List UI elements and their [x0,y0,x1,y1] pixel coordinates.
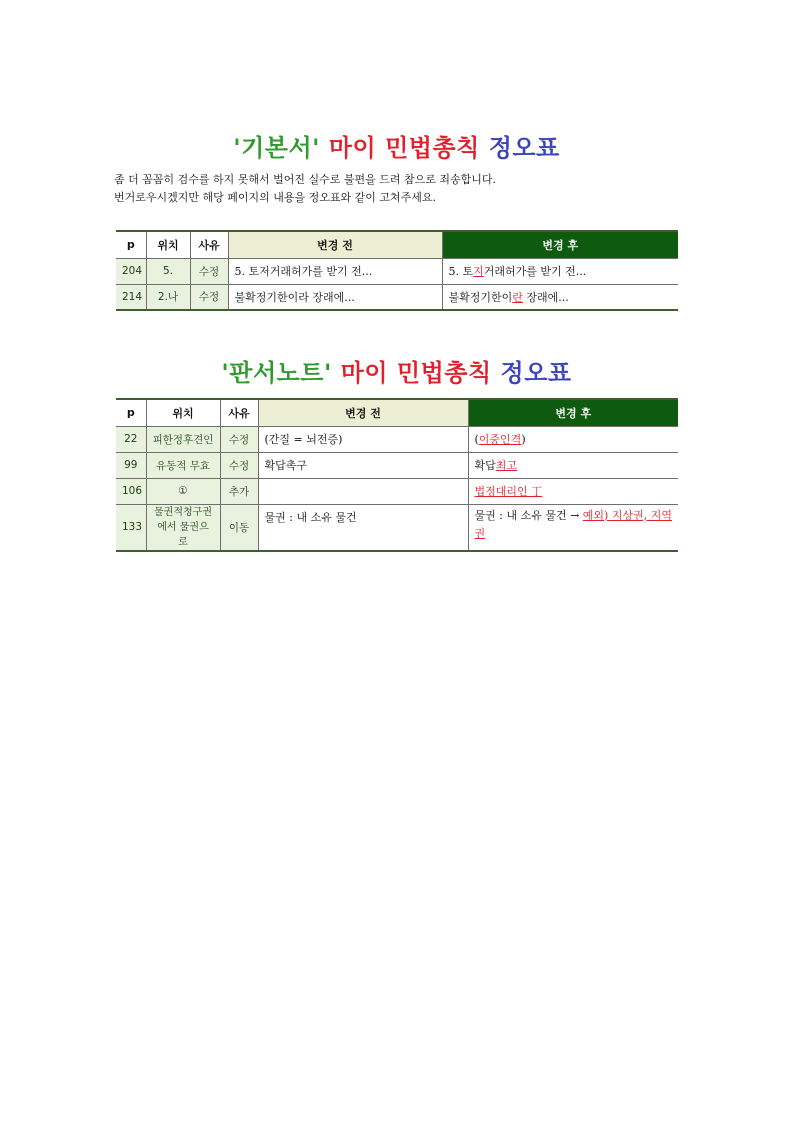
cell-page: 99 [116,452,146,478]
apology-line: 좀 더 꼼꼼히 검수를 하지 못해서 벌어진 실수로 불편을 드려 참으로 죄송합니다. [114,173,496,186]
after-text: 확답 [474,459,496,472]
cell-location: 피한정후견인 [146,426,220,452]
header-page: p [116,231,146,258]
header-location: 위치 [146,231,190,258]
after-text: 불확정기한이 [448,290,513,304]
cell-reason: 이동 [220,504,258,551]
table-header-row [116,399,678,426]
after-text: ( [474,433,479,446]
title-book-name: '판서노트' [221,359,332,387]
correction-text: 법정대리인 丁 [474,485,543,498]
cell-reason: 수정 [220,426,258,452]
cell-before: 불확정기한이라 장래에... [228,284,442,310]
location-line: 에서 물권으로 [157,521,209,548]
correction-text: 란 [512,290,523,304]
errata-title-textbook [0,128,793,163]
correction-text: 이중인격 [478,433,522,446]
cell-location: 유동적 무효 [146,452,220,478]
cell-location [146,504,220,551]
after-text: 장래에... [522,290,569,304]
header-location: 위치 [146,399,220,426]
apology-line: 번거로우시겠지만 해당 페이지의 내용을 정오표와 같이 고쳐주세요. [114,191,437,204]
table-row [116,504,678,551]
table-row [116,478,678,504]
errata-table-notes [116,398,678,552]
errata-table-textbook [116,230,678,311]
cell-after [468,426,678,452]
cell-before: 물권 : 내 소유 물건 [258,504,468,551]
header-reason: 사유 [220,399,258,426]
cell-reason: 수정 [190,258,228,284]
after-text: ) [521,433,526,446]
cell-page: 214 [116,284,146,310]
cell-page: 204 [116,258,146,284]
table-row [116,284,678,310]
cell-before [258,478,468,504]
cell-page: 106 [116,478,146,504]
cell-after [442,258,678,284]
after-text: 거래허가를 받기 전... [483,265,587,278]
table-row [116,452,678,478]
cell-before: 5. 토저거래허가를 받기 전... [228,258,442,284]
cell-before: (간질 = 뇌전증) [258,426,468,452]
title-subject: 마이 민법총칙 [328,134,480,162]
header-page: p [116,399,146,426]
header-before: 변경 전 [258,399,468,426]
header-after: 변경 후 [468,399,678,426]
title-book-name: '기본서' [233,134,320,162]
correction-text: 지 [473,265,484,278]
cell-after [468,452,678,478]
location-line: 물권적청구권 [154,506,212,518]
after-text: 물권 : 내 소유 물건 → [474,508,583,522]
table-row [116,258,678,284]
cell-location: ① [146,478,220,504]
cell-page: 22 [116,426,146,452]
table-header-row [116,231,678,258]
cell-before: 확답촉구 [258,452,468,478]
cell-after [442,284,678,310]
after-text: 5. 토 [448,265,474,278]
title-errata: 정오표 [488,134,560,162]
errata-title-notes [0,353,793,388]
apology-paragraph [114,171,496,207]
cell-after [468,478,678,504]
correction-text: 예외) 지상권, 지역권 [474,508,672,540]
title-subject: 마이 민법총칙 [340,359,492,387]
cell-reason: 수정 [190,284,228,310]
header-before: 변경 전 [228,231,442,258]
cell-reason: 추가 [220,478,258,504]
cell-location: 5. [146,258,190,284]
cell-after [468,504,678,551]
correction-text: 최고 [495,459,518,472]
header-after: 변경 후 [442,231,678,258]
cell-reason: 수정 [220,452,258,478]
cell-location: 2.나 [146,284,190,310]
header-reason: 사유 [190,231,228,258]
title-errata: 정오표 [500,359,572,387]
table-row [116,426,678,452]
cell-page: 133 [116,504,146,551]
